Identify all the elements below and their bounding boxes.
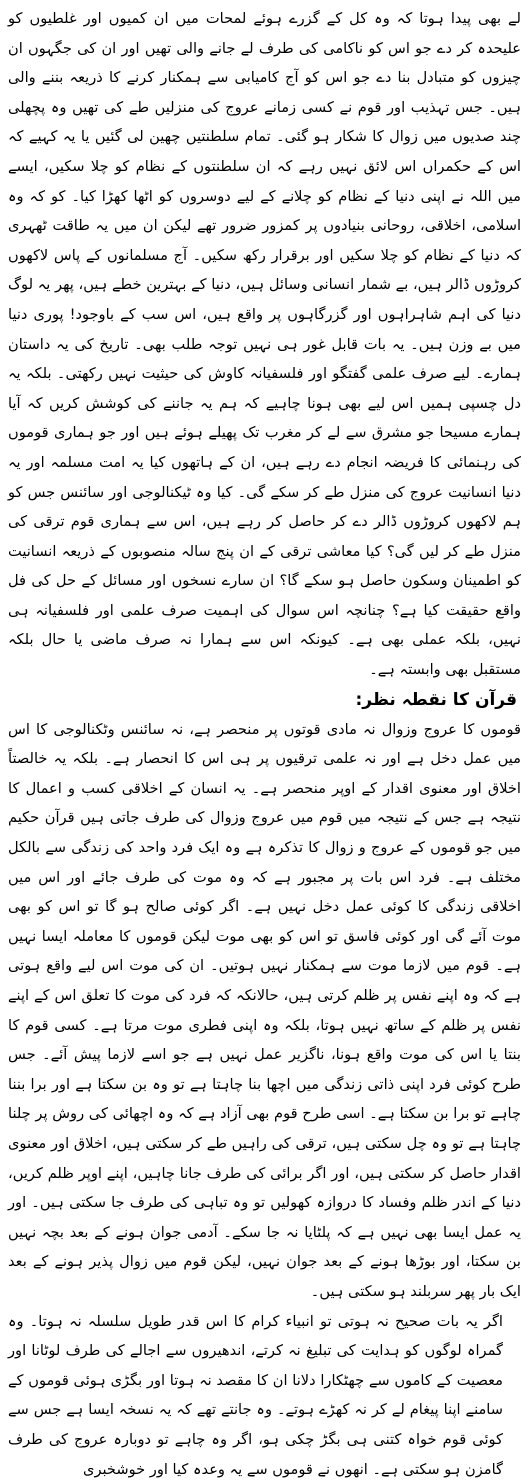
paragraph-1: لے بھی پیدا ہوتا کہ وہ کل کے گزرے ہوئے لمحات میں ان کمیوں اور غلطیوں کو علیحدہ کر دے جو اس کو ناکامی کی طرف لے جانے والی تھیں اور ان کی جگہوں ان چیزوں کو متبادل بنا دے جو اس کو آج کامیابی سے ہمکنار کرنے کا ذریعہ بننے والی ہیں۔ جس تہذیب اور قوم نے کسی زمانے عروج کی منزلیں طے کی تھیں وہ پچھلی چند صدیوں میں زوال کا شکار ہو گئی۔ تمام سلطنتیں چھین لی گئیں یا یہ کہیے کہ اس کے حکمراں اس لائق نہیں رہے کہ ان سلطنتوں کے نظام کو چلا سکیں، ایسے میں اللہ نے اپنی دنیا کے نظام کو چلانے کے لیے دوسروں کو اٹھا کھڑا کیا۔ کو کہ وہ اسلامی، اخلاقی، روحانی بنیادوں پر کمزور ضرور تھے لیکن ان میں یہ طاقت ٹھہری کہ دنیا کے نظام کو چلا سکیں اور برقرار رکھ سکیں۔ آج مسلمانوں کے پاس لاکھوں کروڑوں ڈالر ہیں، بے شمار انسانی وسائل ہیں، دنیا کے بہترین خطے ہیں، پھر یہ لوگ دنیا کی اہم شاہراہوں اور گزرگاہوں پر واقع ہیں، اس سب کے باوجود! پوری دنیا میں بے وزن ہیں۔ یہ بات قابل غور ہی نہیں توجہ طلب بھی۔ تاریخ کی یہ داستان ہمارے۔ لیے صرف علمی گفتگو اور فلسفیانہ کاوش کی حیثیت نہیں رکھتی۔ بلکہ یہ دل چسپی ہمیں اس لیے بھی ہونا چاہیے کہ ہم یہ جاننے کی کوشش کریں کہ آیا ہمارے مسیحا جو مشرق سے لے کر مغرب تک پھیلے ہوئے ہیں اور جو ہماری قوموں کی رہنمائی کا فریضہ انجام دے رہے ہیں، ان کے ہاتھوں کیا یہ امت مسلمہ اور یہ دنیا انسانیت عروج کی منزل طے کر سکے گی۔ کیا وہ ٹیکنالوجی اور سائنس جس کو ہم لاکھوں کروڑوں ڈالر دے کر حاصل کر رہے ہیں، اس سے ہماری قوم ترقی کی منزل طے کر لیں گی؟ کیا معاشی ترقی کے ان پنج سالہ منصوبوں کے ذریعہ انسانیت کو اطمینان وسکون حاصل ہو سکے گا؟ ان سارے نسخوں اور مسائل کے حل کی فل واقع حقیقت کیا ہے؟ چنانچہ اس سوال کی اہمیت صرف علمی اور فلسفیانہ ہی نہیں، بلکہ عملی بھی ہے۔ کیونکہ اس سے ہمارا نہ صرف ماضی یا حال بلکہ مستقبل بھی وابستہ ہے۔: [8, 10, 521, 679]
paragraph-3: اگر یہ بات صحیح نہ ہوتی تو انبیاء کرام کا اس قدر طویل سلسلہ نہ ہوتا۔ وہ گمراہ لوگوں کو ہدایت کی تبلیغ نہ کرتے، اندھیروں سے اجالے کی طرف لوٹانا اور معصیت کے کاموں سے چھٹکارا دلانا ان کا مقصد نہ ہوتا اور بگڑی ہوئی قوموں کے سامنے اپنا پیغام لے کر نہ کھڑے ہوتے۔ وہ جانتے تھے کہ یہ نسخہ ایسا ہے جس سے کوئی قوم خواہ کتنی ہی بگڑ چکی ہو، اگر وہ چاہے تو دوبارہ عروج کی طرف گامزن ہو سکتی ہے۔ انھوں نے قوموں سے یہ وعدہ کیا اور خوشخبری: [8, 1312, 503, 1478]
paragraph-2: قوموں کا عروج وزوال نہ مادی قوتوں پر منحصر ہے، نہ سائنس وٹکنالوجی کا اس میں عمل دخل ہے اور نہ علمی ترقیوں پر ہی اس کا انحصار ہے۔ بلکہ یہ خالصتاً اخلاق اور معنوی اقدار کے اوپر منحصر ہے۔ یہ انسان کے اخلاقی کسب و اعمال کا نتیجہ ہے جس کے نتیجہ میں قوم میں عروج وزوال کی طرف جاتی ہیں قرآن حکیم میں جو قوموں کے عروج و زوال کا تذکرہ ہے وہ ایک فرد واحد کی زندگی سے بالکل مختلف ہے۔ فرد اس بات پر مجبور ہے کہ وہ موت کی طرف جائے اور اس میں اخلاقی زندگی کا کوئی عمل دخل نہیں ہے۔ اگر کوئی صالح ہو گا تو اس کو بھی موت آئے گی اور کوئی فاسق تو اس کو بھی موت لیکن قوموں کا معاملہ ایسا نہیں ہے۔ قوم میں لازما موت سے ہمکنار نہیں ہوتیں۔ ان کی موت اس لیے واقع ہوتی ہے کہ وہ اپنے نفس پر ظلم کرتی ہیں، حالانکہ کہ فرد کی موت کا تعلق اس کے اپنے نفس پر ظلم کے ساتھ نہیں ہوتا، بلکہ وہ اپنی فطری موت مرتا ہے۔ کسی قوم کا بنتا یا اس کی موت واقع ہونا، ناگزیر عمل نہیں ہے جو اسے لازما پیش آئے۔ جس طرح کوئی فرد اپنی ذاتی زندگی میں اچھا بنا چاہتا ہے تو وہ بن سکتا ہے اور برا بننا چاہے تو برا بن سکتا ہے۔ اسی طرح قوم بھی آزاد ہے کہ وہ اچھائی کی روش پر چلنا چاہتا ہے تو وہ چل سکتی ہیں، ترقی کی راہیں طے کر سکتی ہیں، اخلاق اور معنوی اقدار حاصل کر سکتی ہیں، اور اگر برائی کی طرف جانا چاہیں، اپنے اوپر ظلم کریں، دنیا کے اندر ظلم وفساد کا دروازہ کھولیں تو وہ تباہی کی طرف جا سکتی ہیں۔ اور یہ عمل ایسا بھی نہیں ہے کہ پلٹایا نہ جا سکے۔ آدمی جوان ہونے کے بعد بچہ نہیں بن سکتا، اور بوڑھا ہونے کے بعد جوان نہیں، لیکن قوم میں زوال پذیر ہونے کے بعد ایک بار پھر سربلند ہو سکتی ہیں۔: [8, 720, 521, 1300]
section-heading: قرآن کا نقطہ نظر:: [355, 689, 517, 710]
